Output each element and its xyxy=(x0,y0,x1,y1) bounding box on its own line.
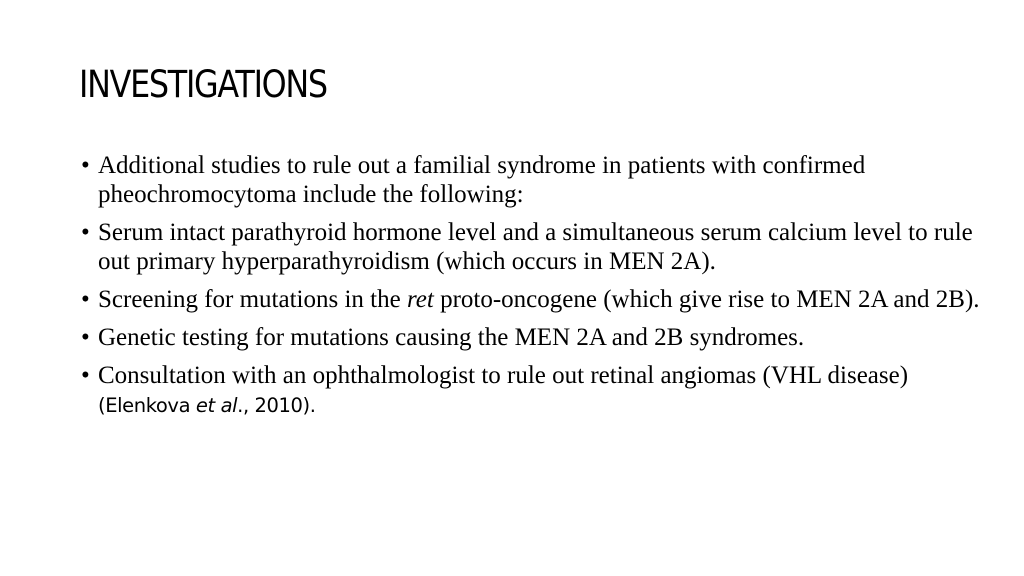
bullet-text: Additional studies to rule out a familial syndrome in patients with confirmed pheochromocytoma include the following: xyxy=(98,152,866,208)
bullet-dot-icon: • xyxy=(81,219,90,246)
bullet-dot-icon: • xyxy=(81,324,90,351)
bullet-text xyxy=(98,362,908,418)
bullet-text-after: proto-oncogene (which give rise to MEN 2A and 2B). xyxy=(433,286,980,313)
citation xyxy=(98,394,316,417)
bullet-dot-icon: • xyxy=(81,152,90,179)
bullet-text: Serum intact parathyroid hormone level and a simultaneous serum calcium level to rule out primary hyperparathyroidism (which occurs in MEN 2A). xyxy=(98,219,973,275)
gene-name-italic: ret xyxy=(406,286,434,313)
bullet-item xyxy=(81,361,981,420)
bullet-dot-icon: • xyxy=(81,286,90,313)
citation-open: (Elenkova xyxy=(98,394,196,417)
bullet-dot-icon: • xyxy=(81,362,90,389)
bullet-text-before: Screening for mutations in the xyxy=(98,286,407,313)
bullet-text xyxy=(98,286,980,313)
slide-title: INVESTIGATIONS xyxy=(79,63,327,106)
bullet-item xyxy=(81,151,981,209)
bullet-list xyxy=(81,151,981,429)
bullet-text: Genetic testing for mutations causing the MEN 2A and 2B syndromes. xyxy=(98,324,805,351)
citation-italic: et al xyxy=(195,394,238,417)
bullet-text-main: Consultation with an ophthalmologist to rule out retinal angiomas (VHL disease) xyxy=(98,362,909,389)
citation-close: ., 2010). xyxy=(237,394,316,417)
bullet-item xyxy=(81,285,981,314)
bullet-item xyxy=(81,218,981,276)
bullet-item xyxy=(81,323,981,352)
